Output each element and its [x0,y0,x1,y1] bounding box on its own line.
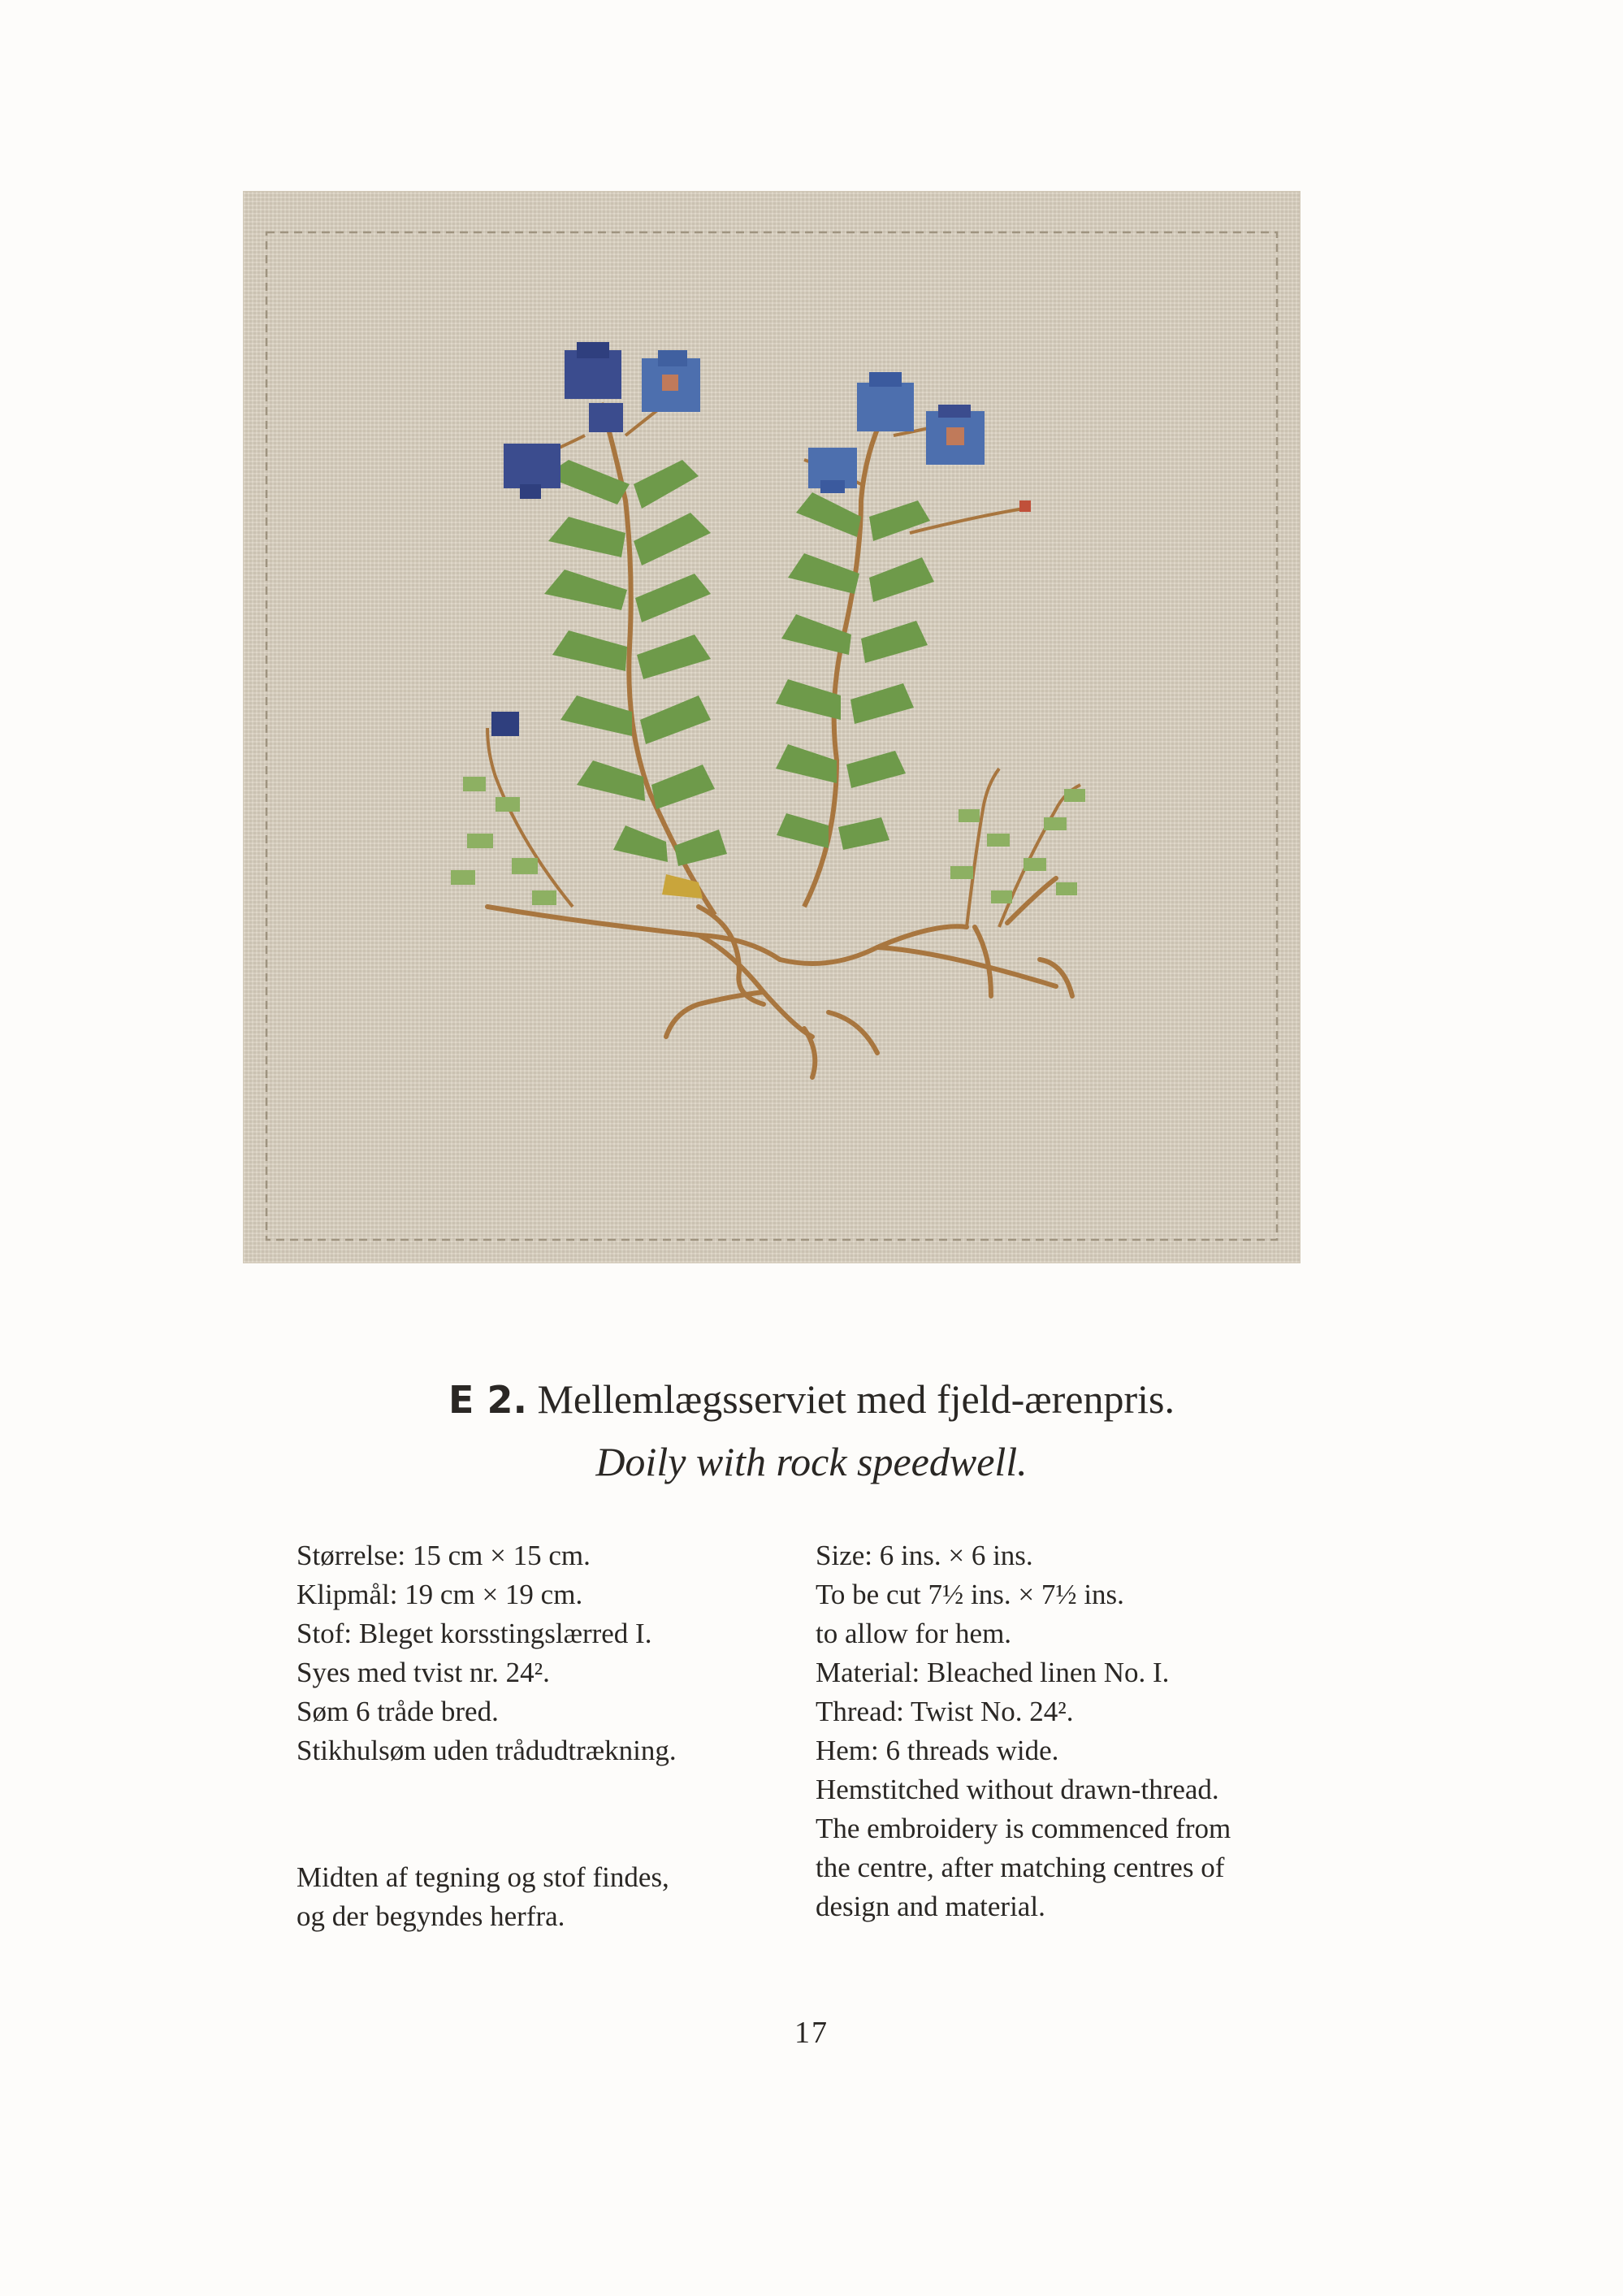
spec-line: Klipmål: 19 cm × 19 cm. [296,1579,583,1610]
spec-line: Søm 6 tråde bred. [296,1696,499,1727]
spec-line: To be cut 7½ ins. × 7½ ins. [816,1579,1124,1610]
spec-line: Material: Bleached linen No. I. [816,1657,1170,1688]
spec-line: Hemstitched without drawn-thread. [816,1774,1219,1805]
spec-line: to allow for hem. [816,1618,1012,1649]
spec-line: design and material. [816,1891,1045,1922]
spec-line: Size: 6 ins. × 6 ins. [816,1540,1033,1571]
english-specs [816,1536,1231,1926]
cross-stitch-illustration [244,192,1300,1263]
roots [487,878,1072,1077]
spec-line: The embroidery is commenced from [816,1813,1231,1844]
note-line: Midten af tegning og stof findes, [296,1861,669,1893]
spec-line: Stof: Bleget korsstingslærred I. [296,1618,652,1649]
spec-line: the centre, after matching centres of [816,1852,1225,1883]
left-leaves [544,460,727,899]
right-leaves [776,492,934,850]
danish-note [296,1858,669,1936]
item-code: E 2. [448,1378,527,1422]
title-danish: Mellemlægsserviet med fjeld-ærenpris. [537,1376,1175,1422]
spec-line: Thread: Twist No. 24². [816,1696,1074,1727]
caption-title [0,1373,1623,1426]
spec-line: Syes med tvist nr. 24². [296,1657,550,1688]
note-line: og der begyndes herfra. [296,1900,565,1932]
doily-photograph [244,192,1300,1263]
right-flowers [808,372,1031,512]
spec-line: Stikhulsøm uden trådudtrækning. [296,1735,677,1766]
spec-line: Hem: 6 threads wide. [816,1735,1059,1766]
spec-line: Størrelse: 15 cm × 15 cm. [296,1540,591,1571]
hemstitch-border [266,232,1277,1240]
title-english: Doily with rock speedwell. [595,1439,1028,1484]
page-number: 17 [794,2016,829,2050]
danish-specs [296,1536,677,1770]
